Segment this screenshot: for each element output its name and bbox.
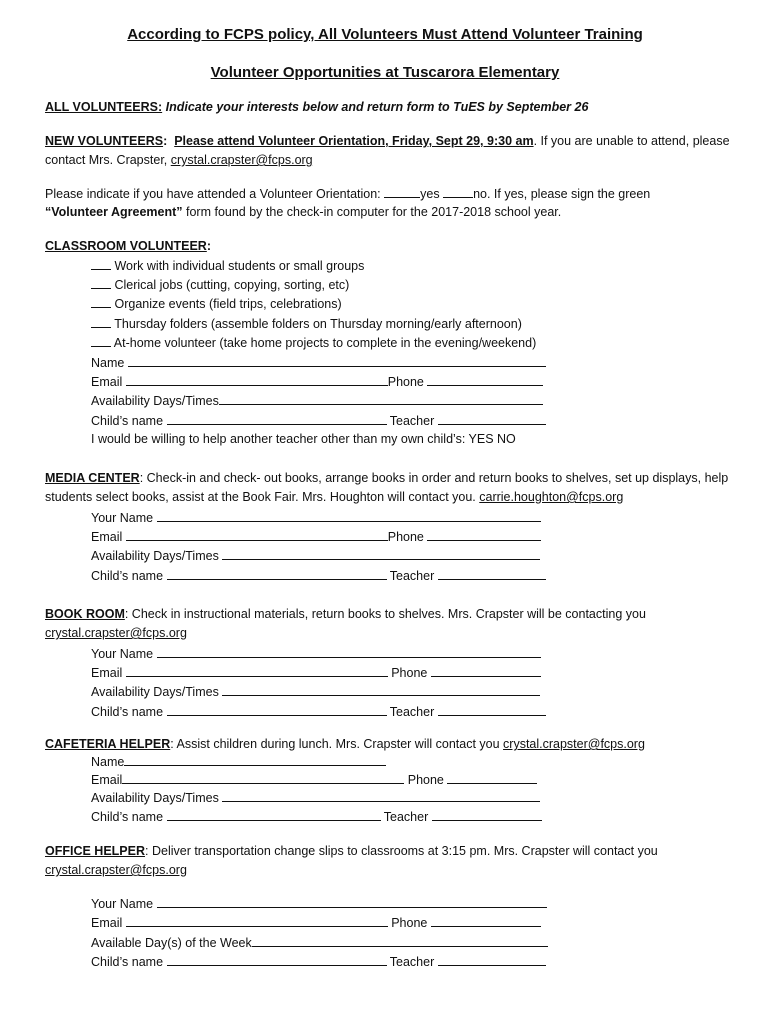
orientation-info: Please attend Volunteer Orientation, Friday, Sept 29, 9:30 am	[174, 134, 534, 148]
teacher-label: Teacher	[386, 569, 438, 583]
media-text: : Check-in and check- out books, arrange books in order and return books to shelves, set up displays, help	[139, 471, 729, 485]
classroom-willing: I would be willing to help another teacher other than my own child’s: YES NO	[91, 432, 516, 446]
email-link[interactable]: carrie.houghton@fcps.org	[479, 490, 624, 504]
phone-field[interactable]	[427, 529, 541, 541]
email-label: Email	[91, 916, 126, 930]
email-label: Email	[91, 773, 123, 787]
checkbox-blank[interactable]	[91, 296, 111, 308]
child-field[interactable]	[167, 704, 387, 716]
email-field[interactable]	[126, 915, 388, 927]
media-child-row	[91, 568, 546, 583]
classroom-email-row	[91, 374, 543, 389]
phone-field[interactable]	[447, 772, 537, 784]
teacher-label: Teacher	[386, 955, 438, 969]
available-label: Available Day(s) of the Week	[91, 936, 252, 950]
all-volunteers-label: ALL VOLUNTEERS:	[45, 100, 163, 114]
cafeteria-child-row	[91, 809, 542, 824]
teacher-field[interactable]	[438, 568, 546, 580]
checkbox-blank[interactable]	[91, 277, 111, 289]
email-link[interactable]: crystal.crapster@fcps.org	[45, 626, 187, 640]
media-heading-line	[45, 471, 728, 485]
book-room-availability-row	[91, 684, 540, 699]
teacher-field[interactable]	[438, 704, 546, 716]
book-room-heading: BOOK ROOM	[45, 607, 125, 621]
page-title: According to FCPS policy, All Volunteers Must Attend Volunteer Training	[127, 26, 643, 43]
child-label: Child’s name	[91, 705, 167, 719]
classroom-heading	[45, 239, 211, 253]
email-label: Email	[91, 375, 126, 389]
cafeteria-heading: CAFETERIA HELPER	[45, 737, 171, 751]
availability-field[interactable]	[222, 684, 540, 696]
book-room-contact	[45, 626, 187, 640]
availability-field[interactable]	[219, 393, 543, 405]
name-field[interactable]	[157, 646, 541, 658]
teacher-label: Teacher	[386, 414, 438, 428]
name-label: Your Name	[91, 511, 157, 525]
media-contact-text: students select books, assist at the Book Fair. Mrs. Houghton will contact you.	[45, 490, 480, 504]
media-availability-row	[91, 548, 540, 563]
media-name-row	[91, 510, 541, 525]
availability-field[interactable]	[222, 790, 540, 802]
email-link[interactable]: crystal.crapster@fcps.org	[170, 153, 313, 167]
child-field[interactable]	[167, 954, 387, 966]
page-subtitle: Volunteer Opportunities at Tuscarora Elementary	[210, 64, 560, 81]
availability-label: Availability Days/Times	[91, 791, 223, 805]
option-label: At-home volunteer (take home projects to complete in the evening/weekend)	[113, 336, 537, 350]
name-field[interactable]	[157, 510, 541, 522]
media-heading: MEDIA CENTER	[45, 471, 140, 485]
option-label: Work with individual students or small groups	[114, 259, 365, 273]
office-heading-line	[45, 844, 658, 858]
email-label: Email	[91, 530, 126, 544]
classroom-option[interactable]	[91, 335, 536, 350]
name-label: Name	[91, 755, 125, 769]
yes-label: yes	[420, 187, 444, 201]
name-field[interactable]	[128, 355, 546, 367]
book-room-child-row	[91, 704, 546, 719]
no-label: no. If yes, please sign the green	[473, 187, 651, 201]
contact-text: contact Mrs. Crapster,	[45, 153, 171, 167]
orientation-question-text: Please indicate if you have attended a Volunteer Orientation:	[45, 187, 385, 201]
availability-label: Availability Days/Times	[91, 549, 223, 563]
book-room-name-row	[91, 646, 541, 661]
phone-field[interactable]	[427, 374, 543, 386]
classroom-heading-text: CLASSROOM VOLUNTEER	[45, 239, 207, 253]
new-volunteers-colon: :	[163, 134, 168, 148]
phone-field[interactable]	[431, 915, 541, 927]
classroom-option[interactable]	[91, 258, 364, 273]
child-field[interactable]	[167, 413, 387, 425]
email-field[interactable]	[126, 529, 388, 541]
checkbox-blank[interactable]	[91, 335, 111, 347]
child-label: Child’s name	[91, 810, 167, 824]
email-field[interactable]	[126, 374, 388, 386]
new-volunteers-text: . If you are unable to attend, please	[533, 134, 730, 148]
cafeteria-name-row	[91, 754, 386, 769]
availability-label: Availability Days/Times	[91, 394, 219, 408]
office-text: : Deliver transportation change slips to classrooms at 3:15 pm. Mrs. Crapster will contact you	[145, 844, 658, 858]
media-contact	[45, 490, 623, 504]
media-email-row	[91, 529, 541, 544]
email-field[interactable]	[122, 772, 404, 784]
cafeteria-email-row	[91, 772, 537, 787]
office-email-row	[91, 915, 541, 930]
availability-field[interactable]	[222, 548, 540, 560]
name-label: Your Name	[91, 897, 157, 911]
phone-label: Phone	[387, 530, 428, 544]
checkbox-blank[interactable]	[91, 316, 111, 328]
phone-label: Phone	[387, 666, 431, 680]
classroom-heading-colon: :	[206, 239, 211, 253]
child-label: Child’s name	[91, 955, 167, 969]
office-available-row	[91, 935, 548, 950]
name-label: Name	[91, 356, 128, 370]
email-field[interactable]	[126, 665, 388, 677]
phone-field[interactable]	[431, 665, 541, 677]
all-volunteers-text: Indicate your interests below and return form to TuES by September 26	[165, 100, 589, 114]
option-label: Clerical jobs (cutting, copying, sorting, etc)	[114, 278, 350, 292]
new-volunteers-label: NEW VOLUNTEERS	[45, 134, 164, 148]
teacher-label: Teacher	[380, 810, 432, 824]
cafeteria-text: : Assist children during lunch. Mrs. Crapster will contact you	[170, 737, 504, 751]
classroom-availability-row	[91, 393, 543, 408]
email-label: Email	[91, 666, 126, 680]
book-room-email-row	[91, 665, 541, 680]
child-label: Child’s name	[91, 414, 167, 428]
teacher-field[interactable]	[438, 954, 546, 966]
no-blank[interactable]	[443, 186, 473, 198]
child-field[interactable]	[167, 568, 387, 580]
orientation-agreement	[45, 205, 561, 219]
teacher-field[interactable]	[432, 809, 542, 821]
office-name-row	[91, 896, 547, 911]
availability-label: Availability Days/Times	[91, 685, 223, 699]
book-room-text: : Check in instructional materials, return books to shelves. Mrs. Crapster will be contacting you	[124, 607, 646, 621]
classroom-option[interactable]	[91, 277, 349, 292]
book-room-heading-line	[45, 607, 646, 621]
option-label: Thursday folders (assemble folders on Thursday morning/early afternoon)	[114, 317, 522, 331]
child-label: Child’s name	[91, 569, 167, 583]
child-field[interactable]	[167, 809, 381, 821]
classroom-name-row	[91, 355, 546, 370]
option-label: Organize events (field trips, celebrations)	[114, 297, 342, 311]
office-child-row	[91, 954, 546, 969]
phone-label: Phone	[387, 375, 428, 389]
agreement-text: form found by the check-in computer for the 2017-2018 school year.	[182, 205, 562, 219]
classroom-option[interactable]	[91, 296, 342, 311]
teacher-field[interactable]	[438, 413, 546, 425]
available-field[interactable]	[252, 935, 548, 947]
classroom-child-row	[91, 413, 546, 428]
teacher-label: Teacher	[386, 705, 438, 719]
email-link[interactable]: crystal.crapster@fcps.org	[503, 737, 645, 751]
office-heading: OFFICE HELPER	[45, 844, 146, 858]
phone-label: Phone	[387, 916, 431, 930]
name-field[interactable]	[124, 754, 386, 766]
orientation-question	[45, 186, 650, 201]
office-contact	[45, 863, 187, 877]
agreement-label: “Volunteer Agreement”	[45, 205, 183, 219]
new-volunteers-line	[45, 134, 730, 148]
new-volunteers-contact	[45, 153, 313, 167]
cafeteria-heading-line	[45, 737, 645, 751]
checkbox-blank[interactable]	[91, 258, 111, 270]
classroom-option[interactable]	[91, 316, 522, 331]
email-link[interactable]: crystal.crapster@fcps.org	[45, 863, 187, 877]
name-field[interactable]	[157, 896, 547, 908]
cafeteria-availability-row	[91, 790, 540, 805]
all-volunteers-line	[45, 100, 588, 114]
yes-blank[interactable]	[384, 186, 420, 198]
phone-label: Phone	[404, 773, 448, 787]
name-label: Your Name	[91, 647, 157, 661]
